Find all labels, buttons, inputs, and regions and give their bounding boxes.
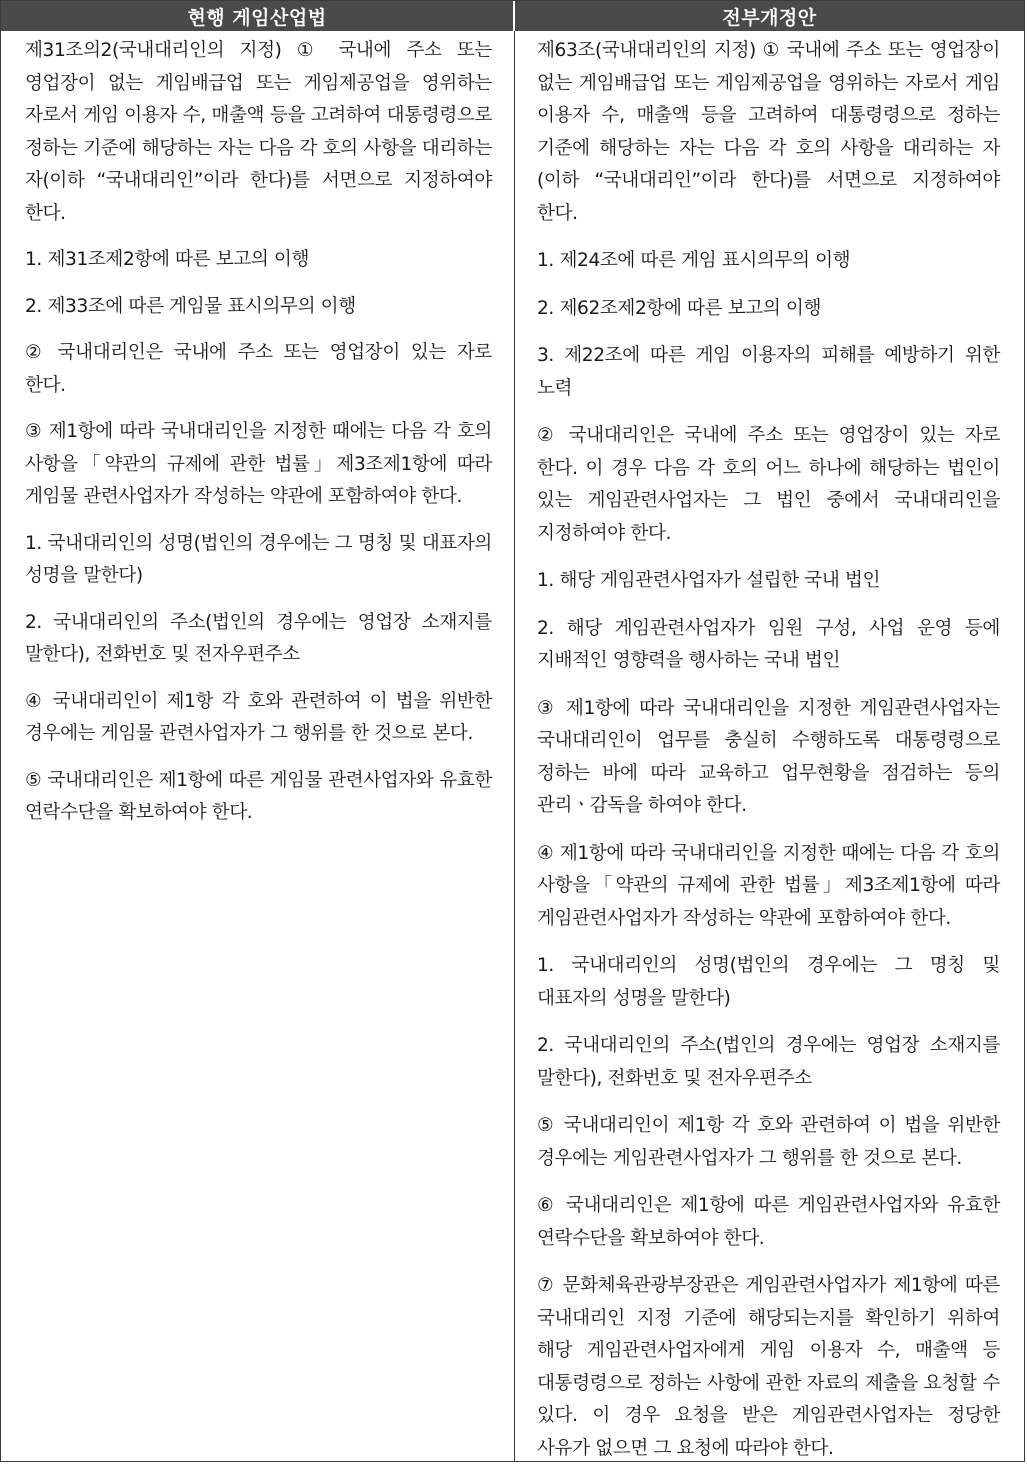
proposed-para: 2. 해당 게임관련사업자가 임원 구성, 사업 운영 등에 지배적인 영향력을 행사하는 국내 법인 [537,617,1000,671]
proposed-amendment-column [515,31,1024,1461]
proposed-para: 1. 해당 게임관련사업자가 설립한 국내 법인 [537,570,881,591]
proposed-para: 3. 제22조에 따른 게임 이용자의 피해를 예방하기 위한 노력 [537,345,1000,399]
proposed-para: 1. 제24조에 따른 게임 표시의무의 이행 [537,250,851,271]
current-para: 제31조의2(국내대리인의 지정) ① 국내에 주소 또는 영업장이 없는 게임배급업 또는 게임제공업을 영위하는 자로서 게임 이용자 수, 매출액 등을 고려하여 대통령령으로 정하는 기준에 해당하는 자는 다음 각 호의 사항을 대리하는 자(이하 “국내대리인”이라 한다)를 서면으로 지정하여야 한다. [25,40,492,224]
proposed-para: 1. 국내대리인의 성명(법인의 경우에는 그 명칭 및 대표자의 성명을 말한다) [537,955,1000,1009]
proposed-para: 2. 제62조제2항에 따른 보고의 이행 [537,297,822,319]
header-proposed-amendment: 전부개정안 [515,1,1024,31]
current-para: 1. 제31조제2항에 따른 보고의 이행 [25,249,310,270]
proposed-para: ③ 제1항에 따라 국내대리인을 지정한 게임관련사업자는 국내대리인이 업무를 충실히 수행하도록 대통령령으로 정하는 바에 따라 교육하고 업무현황을 점검하는 등의 관리ㆍ감독을 하여야 한다. [537,697,1000,816]
current-para: 1. 국내대리인의 성명(법인의 경우에는 그 명칭 및 대표자의 성명을 말한다) [25,532,492,586]
current-law-column [1,31,515,1461]
proposed-para: ⑤ 국내대리인이 제1항 각 호와 관련하여 이 법을 위반한 경우에는 게임관련사업자가 그 행위를 한 것으로 본다. [537,1115,1000,1169]
current-para: ④ 국내대리인이 제1항 각 호와 관련하여 이 법을 위반한 경우에는 게임물 관련사업자가 그 행위를 한 것으로 본다. [25,690,492,744]
current-para: ③ 제1항에 따라 국내대리인을 지정한 때에는 다음 각 호의 사항을「약관의 규제에 관한 법률」제3조제1항에 따라 게임물 관련사업자가 작성하는 약관에 포함하여야 한다. [25,421,492,507]
proposed-para: 제63조(국내대리인의 지정) ① 국내에 주소 또는 영업장이 없는 게임배급업 또는 게임제공업을 영위하는 자로서 게임 이용자 수, 매출액 등을 고려하여 대통령령으로 정하는 기준에 해당하는 자는 다음 각 호의 사항을 대리하는 자(이하 “국내대리인”이라 한다)를 서면으로 지정하여야 한다. [537,40,1000,224]
proposed-para: ② 국내대리인은 국내에 주소 또는 영업장이 있는 자로 한다. 이 경우 다음 각 호의 어느 하나에 해당하는 법인이 있는 게임관련사업자는 그 법인 중에서 국내대리인을 지정하여야 한다. [537,425,1000,544]
current-para: ⑤ 국내대리인은 제1항에 따른 게임물 관련사업자와 유효한 연락수단을 확보하여야 한다. [25,769,492,823]
proposed-para: ④ 제1항에 따라 국내대리인을 지정한 때에는 다음 각 호의 사항을「약관의 규제에 관한 법률」제3조제1항에 따라 게임관련사업자가 작성하는 약관에 포함하여야 한다. [537,842,1000,929]
current-para: 2. 국내대리인의 주소(법인의 경우에는 영업장 소재지를 말한다), 전화번호 및 전자우편주소 [25,611,492,665]
header-current-law: 현행 게임산업법 [1,1,515,31]
proposed-para: ⑦ 문화체육관광부장관은 게임관련사업자가 제1항에 따른 국내대리인 지정 기준에 해당되는지를 확인하기 위하여 해당 게임관련사업자에게 게임 이용자 수, 매출액 등 대통령령으로 정하는 사항에 관한 자료의 제출을 요청할 수 있다. 이 경우 요청을 받은 게임관련사업자는 정당한 사유가 없으면 그 요청에 따라야 한다. [537,1275,1000,1459]
proposed-para: ⑥ 국내대리인은 제1항에 따른 게임관련사업자와 유효한 연락수단을 확보하여야 한다. [537,1195,1000,1249]
current-para: 2. 제33조에 따른 게임물 표시의무의 이행 [25,295,356,317]
current-para: ② 국내대리인은 국내에 주소 또는 영업장이 있는 자로 한다. [25,342,492,396]
proposed-para: 2. 국내대리인의 주소(법인의 경우에는 영업장 소재지를 말한다), 전화번호 및 전자우편주소 [537,1035,1000,1089]
